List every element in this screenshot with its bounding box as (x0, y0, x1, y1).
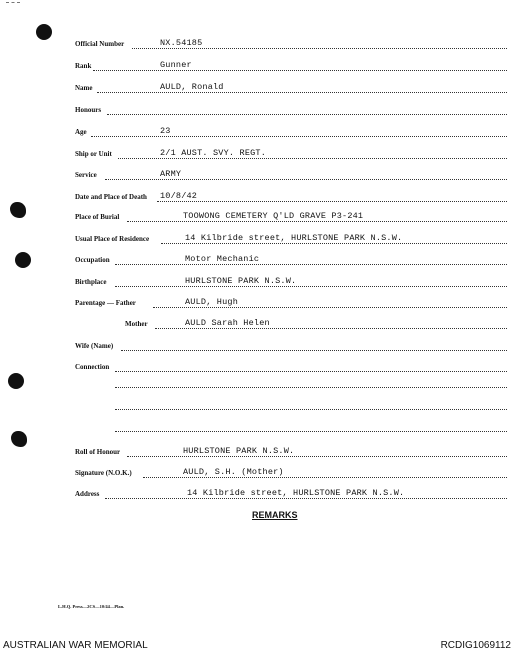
blank-line (115, 409, 507, 410)
occupation-value: Motor Mechanic (185, 254, 260, 264)
archive-footer (0, 636, 515, 653)
father-label: Parentage — Father (75, 299, 136, 307)
dotted-line (115, 264, 507, 265)
remarks-heading: REMARKS (252, 510, 298, 520)
blank-line (115, 387, 507, 388)
blank-line (115, 431, 507, 432)
dotted-line (155, 328, 507, 329)
official-number-label: Official Number (75, 40, 125, 48)
dotted-line (121, 350, 507, 351)
father-row (75, 297, 507, 309)
wife-label: Wife (Name) (75, 342, 114, 350)
dotted-line (161, 243, 507, 244)
residence-label: Usual Place of Residence (75, 235, 150, 243)
residence-row (75, 233, 507, 245)
burial-row (75, 211, 507, 223)
punch-hole (8, 373, 24, 389)
roll-of-honour-row (75, 446, 507, 458)
connection-row (75, 361, 507, 373)
rank-label: Rank (75, 62, 92, 70)
occupation-row (75, 254, 507, 266)
mother-label: Mother (125, 320, 148, 328)
signature-label: Signature (N.O.K.) (75, 469, 132, 477)
name-row (75, 82, 507, 94)
name-value: AULD, Ronald (160, 82, 224, 92)
honours-row (75, 104, 507, 116)
service-label: Service (75, 171, 97, 179)
dotted-line (127, 221, 507, 222)
wife-row (75, 340, 507, 352)
dotted-line (115, 371, 507, 372)
death-label: Date and Place of Death (75, 193, 147, 201)
mother-value: AULD Sarah Helen (185, 318, 270, 328)
dotted-line (107, 114, 507, 115)
dotted-line (143, 477, 507, 478)
name-label: Name (75, 84, 93, 92)
burial-value: TOOWONG CEMETERY Q'LD GRAVE P3-241 (183, 211, 364, 221)
rank-row (75, 60, 507, 72)
punch-hole (15, 252, 31, 268)
address-label: Address (75, 490, 100, 498)
birthplace-row (75, 276, 507, 288)
official-number-value: NX.54185 (160, 38, 203, 48)
official-number-row (75, 38, 507, 50)
edge-mark (6, 2, 20, 9)
dotted-line (91, 136, 507, 137)
birthplace-value: HURLSTONE PARK N.S.W. (185, 276, 297, 286)
service-row (75, 169, 507, 181)
punch-hole (10, 202, 26, 218)
birthplace-label: Birthplace (75, 278, 107, 286)
ship-row (75, 148, 507, 160)
burial-label: Place of Burial (75, 213, 120, 221)
death-row (75, 191, 507, 203)
signature-value: AULD, S.H. (Mother) (183, 467, 284, 477)
address-row (75, 488, 507, 500)
connection-label: Connection (75, 363, 110, 371)
punch-hole (36, 24, 52, 40)
dotted-line (93, 70, 507, 71)
dotted-line (105, 179, 507, 180)
roll-label: Roll of Honour (75, 448, 121, 456)
dotted-line (132, 48, 507, 49)
dotted-line (115, 286, 507, 287)
archive-name: AUSTRALIAN WAR MEMORIAL (3, 640, 148, 651)
dotted-line (97, 92, 507, 93)
death-value: 10/8/42 (160, 191, 198, 201)
honours-label: Honours (75, 106, 102, 114)
service-value: ARMY (160, 169, 182, 179)
archive-id: RCDIG1069112 (440, 640, 511, 651)
mother-row (75, 318, 507, 330)
roll-value: HURLSTONE PARK N.S.W. (183, 446, 295, 456)
father-value: AULD, Hugh (185, 297, 239, 307)
dotted-line (153, 307, 507, 308)
punch-hole (11, 431, 27, 447)
residence-value: 14 Kilbride street, HURLSTONE PARK N.S.W. (185, 233, 403, 243)
signature-row (75, 467, 507, 479)
ship-label: Ship or Unit (75, 150, 112, 158)
dotted-line (127, 456, 507, 457)
dotted-line (118, 158, 507, 159)
address-value: 14 Kilbride street, HURLSTONE PARK N.S.W. (187, 488, 405, 498)
age-label: Age (75, 128, 87, 136)
age-row (75, 126, 507, 138)
occupation-label: Occupation (75, 256, 110, 264)
dotted-line (105, 498, 507, 499)
rank-value: Gunner (160, 60, 192, 70)
age-value: 23 (160, 126, 171, 136)
dotted-line (157, 201, 507, 202)
ship-value: 2/1 AUST. SVY. REGT. (160, 148, 267, 158)
print-note: L.H.Q. Press—2CS—10/44—Plan. (58, 604, 125, 609)
